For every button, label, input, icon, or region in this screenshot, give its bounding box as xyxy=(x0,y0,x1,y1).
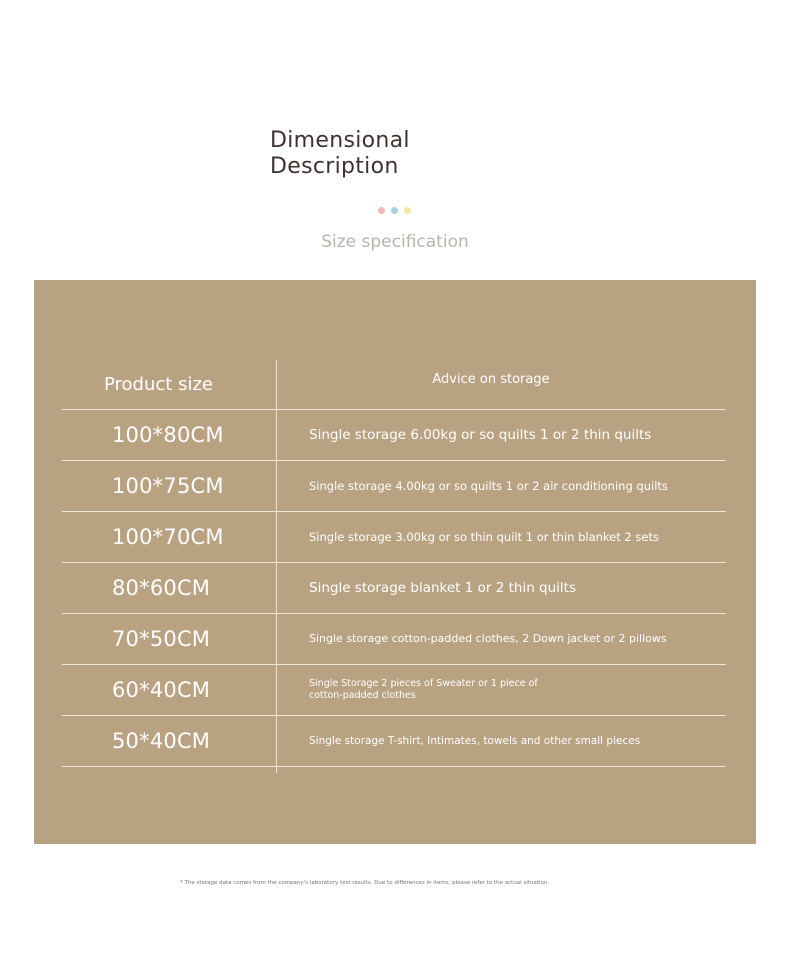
table-header-row xyxy=(62,360,726,410)
advice-cell: Single storage blanket 1 or 2 thin quilts xyxy=(309,580,577,596)
header-product-size: Product size xyxy=(104,374,213,395)
title-line-2: Description xyxy=(270,154,399,179)
footnote: * The storage data comes from the company's laboratory test results. Due to differences in items, please refer to the actual situation. xyxy=(180,880,550,886)
pink-dot-icon xyxy=(378,207,385,214)
advice-cell: Single storage T-shirt, Intimates, towels and other small pieces xyxy=(309,735,641,747)
blue-dot-icon xyxy=(391,207,398,214)
subtitle: Size specification xyxy=(321,232,469,252)
table-row xyxy=(62,614,726,665)
table-row xyxy=(62,716,726,767)
header-advice-on-storage: Advice on storage xyxy=(432,372,550,387)
advice-cell: Single storage 4.00kg or so quilts 1 or 2 air conditioning quilts xyxy=(309,479,668,493)
table-row xyxy=(62,410,726,461)
table-row xyxy=(62,665,726,716)
table-row xyxy=(62,461,726,512)
size-table-panel xyxy=(34,280,756,844)
size-cell: 100*80CM xyxy=(112,423,224,447)
title-line-1: Dimensional xyxy=(270,128,410,153)
advice-cell: Single storage 3.00kg or so thin quilt 1 or thin blanket 2 sets xyxy=(309,530,659,544)
size-cell: 100*70CM xyxy=(112,525,224,549)
table-row xyxy=(62,563,726,614)
page-title xyxy=(270,128,410,180)
decorative-dots xyxy=(378,207,411,214)
size-cell: 50*40CM xyxy=(112,729,211,753)
advice-cell: Single storage cotton-padded clothes, 2 Down jacket or 2 pillows xyxy=(309,632,667,645)
table-row xyxy=(62,512,726,563)
advice-cell: Single storage 6.00kg or so quilts 1 or 2 thin quilts xyxy=(309,427,652,443)
size-cell: 80*60CM xyxy=(112,576,211,600)
yellow-dot-icon xyxy=(404,207,411,214)
size-cell: 70*50CM xyxy=(112,627,211,651)
size-cell: 100*75CM xyxy=(112,474,224,498)
size-table xyxy=(62,360,726,767)
advice-cell: Single Storage 2 pieces of Sweater or 1 piece of cotton-padded clothes xyxy=(309,678,538,701)
size-cell: 60*40CM xyxy=(112,678,211,702)
